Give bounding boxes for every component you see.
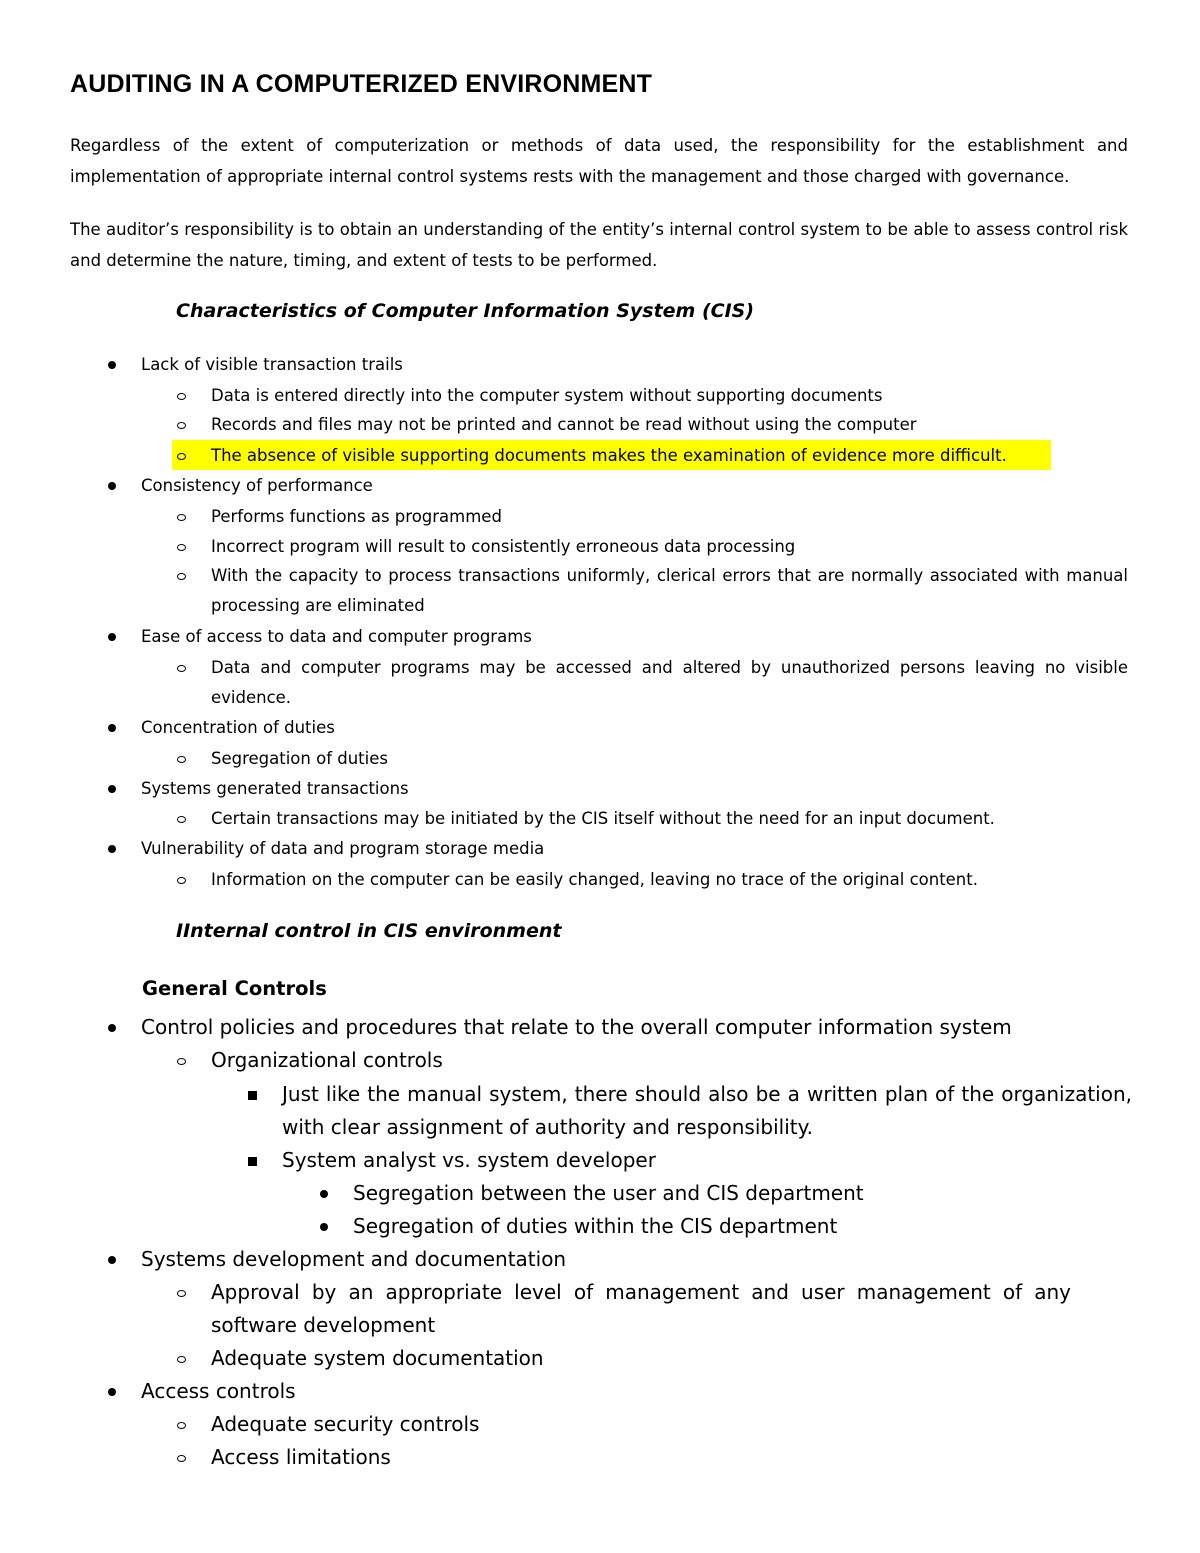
list-subitem: [211, 653, 1128, 713]
characteristics-heading: Characteristics of Computer Information System (CIS): [176, 300, 755, 322]
bullet-dot-icon: [108, 482, 116, 490]
bullet-circle-icon: [177, 1058, 186, 1065]
list-item: [141, 1375, 296, 1408]
bullet-circle-icon: [177, 756, 186, 763]
bullet-square-icon: [248, 1157, 257, 1166]
list-subitem: [211, 502, 502, 532]
list-subitem: [211, 1408, 479, 1441]
list-subitem-label: Approval by an appropriate level of management and user management of any software development: [211, 1280, 1071, 1337]
list-item-label: Consistency of performance: [141, 476, 373, 495]
list-item-label: Vulnerability of data and program storage media: [141, 839, 545, 858]
list-subitem-label: Certain transactions may be initiated by the CIS itself without the need for an input document.: [211, 809, 995, 828]
bullet-dot-icon: [108, 1024, 116, 1032]
list-subitem: [211, 1276, 1071, 1342]
bullet-dot-icon: [108, 845, 116, 853]
bullet-circle-icon: [177, 1455, 186, 1462]
bullet-circle-icon: [177, 1290, 186, 1297]
intro-paragraph-1: Regardless of the extent of computerization or methods of data used, the responsibility for the establishment and implementation of appropriate internal control systems rests with the management and those charged with governance.: [70, 136, 1128, 186]
bullet-dot-icon: [108, 785, 116, 793]
list-item: [141, 774, 409, 804]
list-item: [141, 471, 373, 501]
list-subitem-label: Organizational controls: [211, 1048, 443, 1072]
list-subitem-label: Records and files may not be printed and cannot be read without using the computer: [211, 415, 917, 434]
bullet-dot-icon: [108, 1256, 116, 1264]
list-subitem-label: The absence of visible supporting documents makes the examination of evidence more difficult.: [211, 446, 1007, 465]
list-subitem: [211, 1441, 391, 1474]
internal-control-heading: IInternal control in CIS environment: [176, 920, 562, 942]
list-subitem-label: Adequate system documentation: [211, 1346, 544, 1370]
list-subitem: [211, 532, 795, 562]
general-controls-heading: General Controls: [142, 977, 327, 1000]
bullet-dot-icon: [108, 724, 116, 732]
list-subitem: [211, 561, 1128, 621]
list-item-label: Ease of access to data and computer programs: [141, 627, 532, 646]
list-level4-item: [353, 1210, 837, 1243]
list-subitem-label: Data and computer programs may be accessed and altered by unauthorized persons leaving no visible evidence.: [211, 658, 1128, 707]
list-item: [141, 1243, 566, 1276]
page-title: AUDITING IN A COMPUTERIZED ENVIRONMENT: [70, 70, 653, 98]
bullet-circle-icon: [177, 422, 186, 429]
list-subitem-label: Data is entered directly into the computer system without supporting documents: [211, 386, 883, 405]
list-subitem-label: With the capacity to process transactions uniformly, clerical errors that are normally associated with manual processing are eliminated: [211, 566, 1128, 615]
list-subitem-label: Performs functions as programmed: [211, 507, 502, 526]
bullet-dot-icon: [320, 1190, 328, 1198]
list-subitem: [211, 744, 388, 774]
list-subitem-label: Incorrect program will result to consistently erroneous data processing: [211, 537, 796, 556]
list-item: [141, 713, 335, 743]
list-item: [141, 1011, 1012, 1044]
bullet-circle-icon: [177, 1422, 186, 1429]
list-item-label: Concentration of duties: [141, 718, 335, 737]
list-subitem-highlighted: [211, 441, 1007, 471]
list-subitem-label: Segregation of duties: [211, 749, 388, 768]
list-subitem: [211, 410, 917, 440]
list-item-label: Systems generated transactions: [141, 779, 409, 798]
list-subsubitem-label: Just like the manual system, there should also be a written plan of the organization, with clear assignment of authority and responsibility.: [282, 1082, 1132, 1139]
bullet-circle-icon: [177, 573, 186, 580]
list-subitem-label: Information on the computer can be easily changed, leaving no trace of the original content.: [211, 870, 978, 889]
list-item: [141, 350, 403, 380]
list-item-label: Systems development and documentation: [141, 1247, 567, 1271]
list-subitem: [211, 381, 882, 411]
bullet-square-icon: [248, 1091, 257, 1100]
list-level4-label: Segregation between the user and CIS department: [353, 1181, 864, 1205]
bullet-circle-icon: [177, 877, 186, 884]
list-subsubitem-label: System analyst vs. system developer: [282, 1148, 656, 1172]
bullet-circle-icon: [177, 816, 186, 823]
list-subitem: [211, 865, 978, 895]
list-item-label: Lack of visible transaction trails: [141, 355, 403, 374]
bullet-circle-icon: [177, 453, 186, 460]
bullet-dot-icon: [108, 1388, 116, 1396]
bullet-circle-icon: [177, 514, 186, 521]
bullet-dot-icon: [320, 1223, 328, 1231]
bullet-circle-icon: [177, 393, 186, 400]
list-level4-label: Segregation of duties within the CIS department: [353, 1214, 838, 1238]
list-item: [141, 622, 532, 652]
bullet-dot-icon: [108, 633, 116, 641]
bullet-dot-icon: [108, 361, 116, 369]
list-subitem: [211, 1044, 443, 1077]
list-subitem-label: Adequate security controls: [211, 1412, 480, 1436]
list-subsubitem: [282, 1078, 1132, 1144]
list-subitem: [211, 1342, 544, 1375]
list-item: [141, 834, 544, 864]
bullet-circle-icon: [177, 665, 186, 672]
list-subitem: [211, 804, 995, 834]
intro-paragraph-2: The auditor’s responsibility is to obtain an understanding of the entity’s internal control system to be able to assess control risk and determine the nature, timing, and extent of tests to be performed.: [70, 220, 1128, 270]
bullet-circle-icon: [177, 544, 186, 551]
list-subsubitem: [282, 1144, 656, 1177]
list-item-label: Access controls: [141, 1379, 296, 1403]
list-level4-item: [353, 1177, 864, 1210]
list-subitem-label: Access limitations: [211, 1445, 391, 1469]
list-item-label: Control policies and procedures that relate to the overall computer information system: [141, 1015, 1012, 1039]
bullet-circle-icon: [177, 1356, 186, 1363]
